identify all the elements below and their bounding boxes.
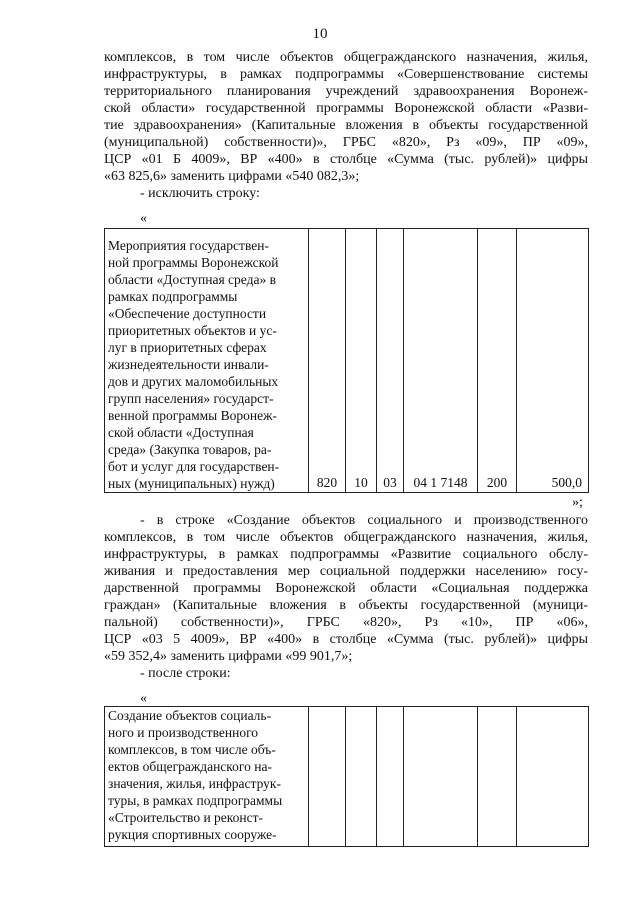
csr-cell: 04 1 7148 <box>404 229 478 493</box>
paragraph-1-line: территориального планирования учреждений здравоохранения Воронеж- <box>104 84 588 99</box>
description-line: бот и услуг для государствен- <box>108 459 280 474</box>
opening-quote: « <box>140 211 147 226</box>
empty-cell <box>404 707 478 847</box>
description-line: приоритетных объектов и ус- <box>108 323 277 338</box>
description-line: туры, в рамках подпрограммы <box>108 793 283 808</box>
paragraph-1-line: инфраструктуры, в рамках подпрограммы «Совершенствование системы <box>104 67 588 82</box>
description-line: среда» (Закупка товаров, ра- <box>108 442 272 457</box>
table-row <box>105 707 589 847</box>
paragraph-2-line: комплексов, в том числе объектов общегражданского назначения, жилья, <box>104 530 588 545</box>
paragraph-1-line: ЦСР «01 Б 4009», ВР «400» в столбце «Сумма (тыс. рублей)» цифры <box>104 152 588 167</box>
description-line: рамках подпрограммы <box>108 289 238 304</box>
paragraph-2-line: - в строке «Создание объектов социального и производственного <box>140 513 588 528</box>
description-line: ектов общегражданского на- <box>108 759 272 774</box>
paragraph-1-line: «63 825,6» заменить цифрами «540 082,3»; <box>104 169 360 184</box>
empty-cell <box>517 707 589 847</box>
excluded-row-table <box>104 228 589 493</box>
anchor-row-table <box>104 706 589 847</box>
empty-cell <box>309 707 346 847</box>
paragraph-1-line: (муниципальной) собственности)», ГРБС «820», Рз «09», ПР «09», <box>104 135 588 150</box>
description-line: Создание объектов социаль- <box>108 708 272 723</box>
paragraph-2-line: пальной) собственности)», ГРБС «820», Рз «10», ПР «06», <box>104 615 588 630</box>
paragraph-2-line: ЦСР «03 5 4009», ВР «400» в столбце «Сумма (тыс. рублей)» цифры <box>104 632 588 647</box>
instruction-exclude-row: - исключить строку: <box>140 186 260 201</box>
instruction-after-row: - после строки: <box>140 666 231 681</box>
paragraph-1-line: комплексов, в том числе объектов общегражданского назначения, жилья, <box>104 50 588 65</box>
description-line: рукция спортивных сооруже- <box>108 827 277 842</box>
description-line: комплексов, в том числе объ- <box>108 742 276 757</box>
description-line: «Строительство и реконст- <box>108 810 264 825</box>
empty-cell <box>346 707 377 847</box>
rz-cell: 10 <box>346 229 377 493</box>
sum-cell: 500,0 <box>517 229 589 493</box>
paragraph-2 <box>104 512 588 665</box>
paragraph-2-line: граждан» (Капитальные вложения в объекты государственной (муници- <box>104 598 588 613</box>
row-description <box>105 707 309 847</box>
table-row <box>105 229 589 493</box>
pr-cell: 03 <box>377 229 404 493</box>
description-line: значения, жилья, инфраструк- <box>108 776 281 791</box>
description-line: дов и других маломобильных <box>108 374 279 389</box>
page-number: 10 <box>312 26 328 42</box>
description-line: области «Доступная среда» в <box>108 272 276 287</box>
description-line: ской области «Доступная <box>108 425 254 440</box>
grbs-cell: 820 <box>309 229 346 493</box>
paragraph-1-line: тие здравоохранения» (Капитальные вложения в объекты государственной <box>104 118 588 133</box>
vr-cell: 200 <box>478 229 517 493</box>
description-line: групп населения» государст- <box>108 391 274 406</box>
closing-quote: »; <box>572 495 583 510</box>
description-line: ной программы Воронежской <box>108 255 279 270</box>
opening-quote: « <box>140 691 147 706</box>
description-line: жизнедеятельности инвали- <box>108 357 269 372</box>
paragraph-2-line: живания и предоставления мер социальной поддержки населению» госу- <box>104 564 588 579</box>
paragraph-1-line: ской области» государственной программы Воронежской области «Разви- <box>104 101 588 116</box>
description-line: луг в приоритетных сферах <box>108 340 267 355</box>
row-description <box>105 229 309 493</box>
description-line: «Обеспечение доступности <box>108 306 267 321</box>
empty-cell <box>377 707 404 847</box>
paragraph-2-line: дарственной программы Воронежской области «Социальная поддержка <box>104 581 588 596</box>
empty-cell <box>478 707 517 847</box>
description-line: ных (муниципальных) нужд) <box>108 476 275 491</box>
description-line: венной программы Воронеж- <box>108 408 277 423</box>
paragraph-2-line: «59 352,4» заменить цифрами «99 901,7»; <box>104 649 353 664</box>
description-line: ного и производственного <box>108 725 259 740</box>
description-line: Мероприятия государствен- <box>108 238 269 253</box>
paragraph-2-line: инфраструктуры, в рамках подпрограммы «Развитие социального обслу- <box>104 547 588 562</box>
paragraph-1 <box>104 49 588 185</box>
